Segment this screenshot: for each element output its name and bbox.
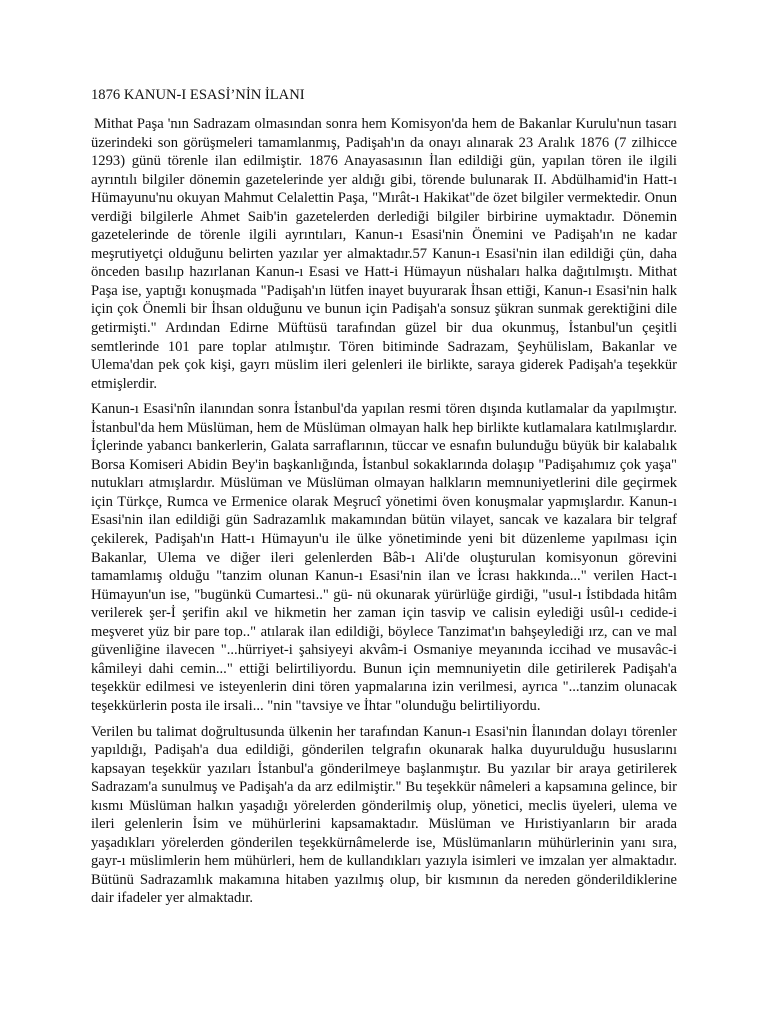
paragraph-1: Mithat Paşa 'nın Sadrazam olmasından sonra hem Komisyon'da hem de Bakanlar Kurulu'nun tasarı üzerindeki son görüşmeleri tamamlanmış, Padişah'ın da onayı alınarak 23 Aralık 1876 (7 zilhicce 1293) günü törenle ilan edilmiştir. 1876 Anayasasının İlan edildiği gün, yapılan tören ile ilgili ayrıntılı bilgiler dönemin gazetelerinde yer aldığı gibi, törende bulunarak II. Abdülhamid'in Hatt-ı Hümayunu'nu okuyan Mahmut Celalettin Paşa, "Mırât-ı Hakikat"de özet bilgiler vermektedir. Onun verdiği bilgilerle Ahmet Saib'in gazetelerden derlediği bilgiler birbirine uymaktadır. Dönemin gazetelerinde de törenle ilgili ayrıntıları, Kanun-ı Esasi'nin Önemini ve Padişah'ın ne kadar meşrutiyetçi olduğunu belirten yazılar yer almaktadır.57 Kanun-ı Esasi'nin ilan edildiği çün, daha önceden basılıp hazırlanan Kanun-ı Esasi ve Hatt-i Hümayun nüshaları halka dağıtılmıştı. Mithat Paşa ise, yaptığı konuşmada "Padişah'ın lütfen inayet buyurarak İhsan ettiği, Kanun-ı Esasi'nin halk için çok Önemli bir İhsan olduğunu ve bunun için Padişah'a sonsuz şükran sunmak gerektiğini dile getirmişti." Ardından Edirne Müftüsü tarafından güzel bir dua okunmuş, İstanbul'un çeşitli semtlerinde 101 pare toplar atılmıştır. Tören bitiminde Sadrazam, Şeyhülislam, Bakanlar ve Ulema'dan pek çok kişi, gayrı müslim ileri gelenleri ile birlikte, saraya giderek Padişah'a teşekkür etmişlerdir.	[91, 116, 677, 392]
document-page	[91, 86, 677, 915]
paragraph-2: Kanun-ı Esasi'nîn ilanından sonra İstanbul'da yapılan resmi tören dışında kutlamalar da yapılmıştır. İstanbul'da hem Müslüman, hem de Müslüman olmayan halk hep birlikte kutlamalara katılmışlardır. İçlerinde yabancı bankerlerin, Galata sarraflarının, tüccar ve esnafın bulunduğu büyük bir kalabalık Borsa Komiseri Abidin Bey'in başkanlığında, İstanbul sokaklarında dolaşıp "Padişahımız çok yaşa" nutukları atmışlardır. Müslüman ve Müslüman olmayan halkların memnuniyetlerini dile geçirmek için Türkçe, Rumca ve Ermenice olarak Meşrucî yönetimi öven konuşmalar yapmışlardır. Kanun-ı Esasi'nin ilan edildiği gün Sadrazamlık makamından bütün vilayet, sancak ve kazalara bir telgraf çekilerek, Padişah'ın Hatt-ı Hümayun'u ile ülke yönetiminde yeni bit düzenleme yapılması için Bakanlar, Ulema ve diğer ileri gelenlerden Bâb-ı Ali'de oluşturulan komisyonun görevini tamamlamış olduğu "tanzim olunan Kanun-ı Esasi'nin ilan ve İcrası hakkında..." verilen Hact-ı Hümayun'un ise, "bugünkü Cumartesi.." gü- nü okunarak yürürlüğe girdiği, "usul-ı İstibdada hitâm verilerek şer-İ şerifin akıl ve hikmetin her zaman için tasvip ve calisin eylediği usûl-ı cedide-i meşveret yüz bir pare top.." atılarak ilan edildiği, böylece Tanzimat'ın bahşeylediği ırz, can ve mal güvenliğine ilavecen "...hürriyet-i şahsiyeyi akvâm-i Osmaniye meyanında iccihad ve musavâc-i kâmileyi dahi cemin..." ettiği belirtiliyordu. Bunun için memnuniyetin dile getirilerek Padişah'a teşekkür edilmesi ve isteyenlerin dini tören yapmalarına izin verilmesi, ayrıca "...tanzim olunacak teşekkürlerin posta ile irsali... "nin "tavsiye ve İhtar "olunduğu belirtiliyordu.	[91, 401, 677, 714]
page-title: 1876 KANUN-I ESASİ’NİN İLANI	[91, 87, 305, 103]
paragraph-3: Verilen bu talimat doğrultusunda ülkenin her tarafından Kanun-ı Esasi'nin İlanından dolayı törenler yapıldığı, Padişah'a dua edildiği, gönderilen telgrafın okunarak halka duyurulduğu hususlarını kapsayan teşekkür yazıları İstanbul'a gönderilmeye başlanmıştır. Bu yazılar bir araya getirilerek Sadrazam'a sunulmuş ve Padişah'a da arz edilmiştir." Bu teşekkür nâmeleri a kapsamına gelince, bir kısmı Müslüman halkın yaşadığı yörelerden gönderilmiş olup, yönetici, meclis üyeleri, ulema ve ileri gelenlerin İsim ve mühürlerini kapsamaktadır. Müslüman ve Hıristiyanların bir arada yaşadıkları yörelerden gönderilen teşekkürnâmelerde ise, Müslümanların mühürlerinin yanı sıra, gayr-ı müslimlerin hem mühürleri, hem de kullandıkları yazıyla isimleri ve imzalan yer almaktadır. Bütünü Sadrazamlık makamına hitaben yazılmış olup, bir kısmının da nereden gönderildiklerine dair ifadeler yer almaktadır.	[91, 723, 677, 907]
